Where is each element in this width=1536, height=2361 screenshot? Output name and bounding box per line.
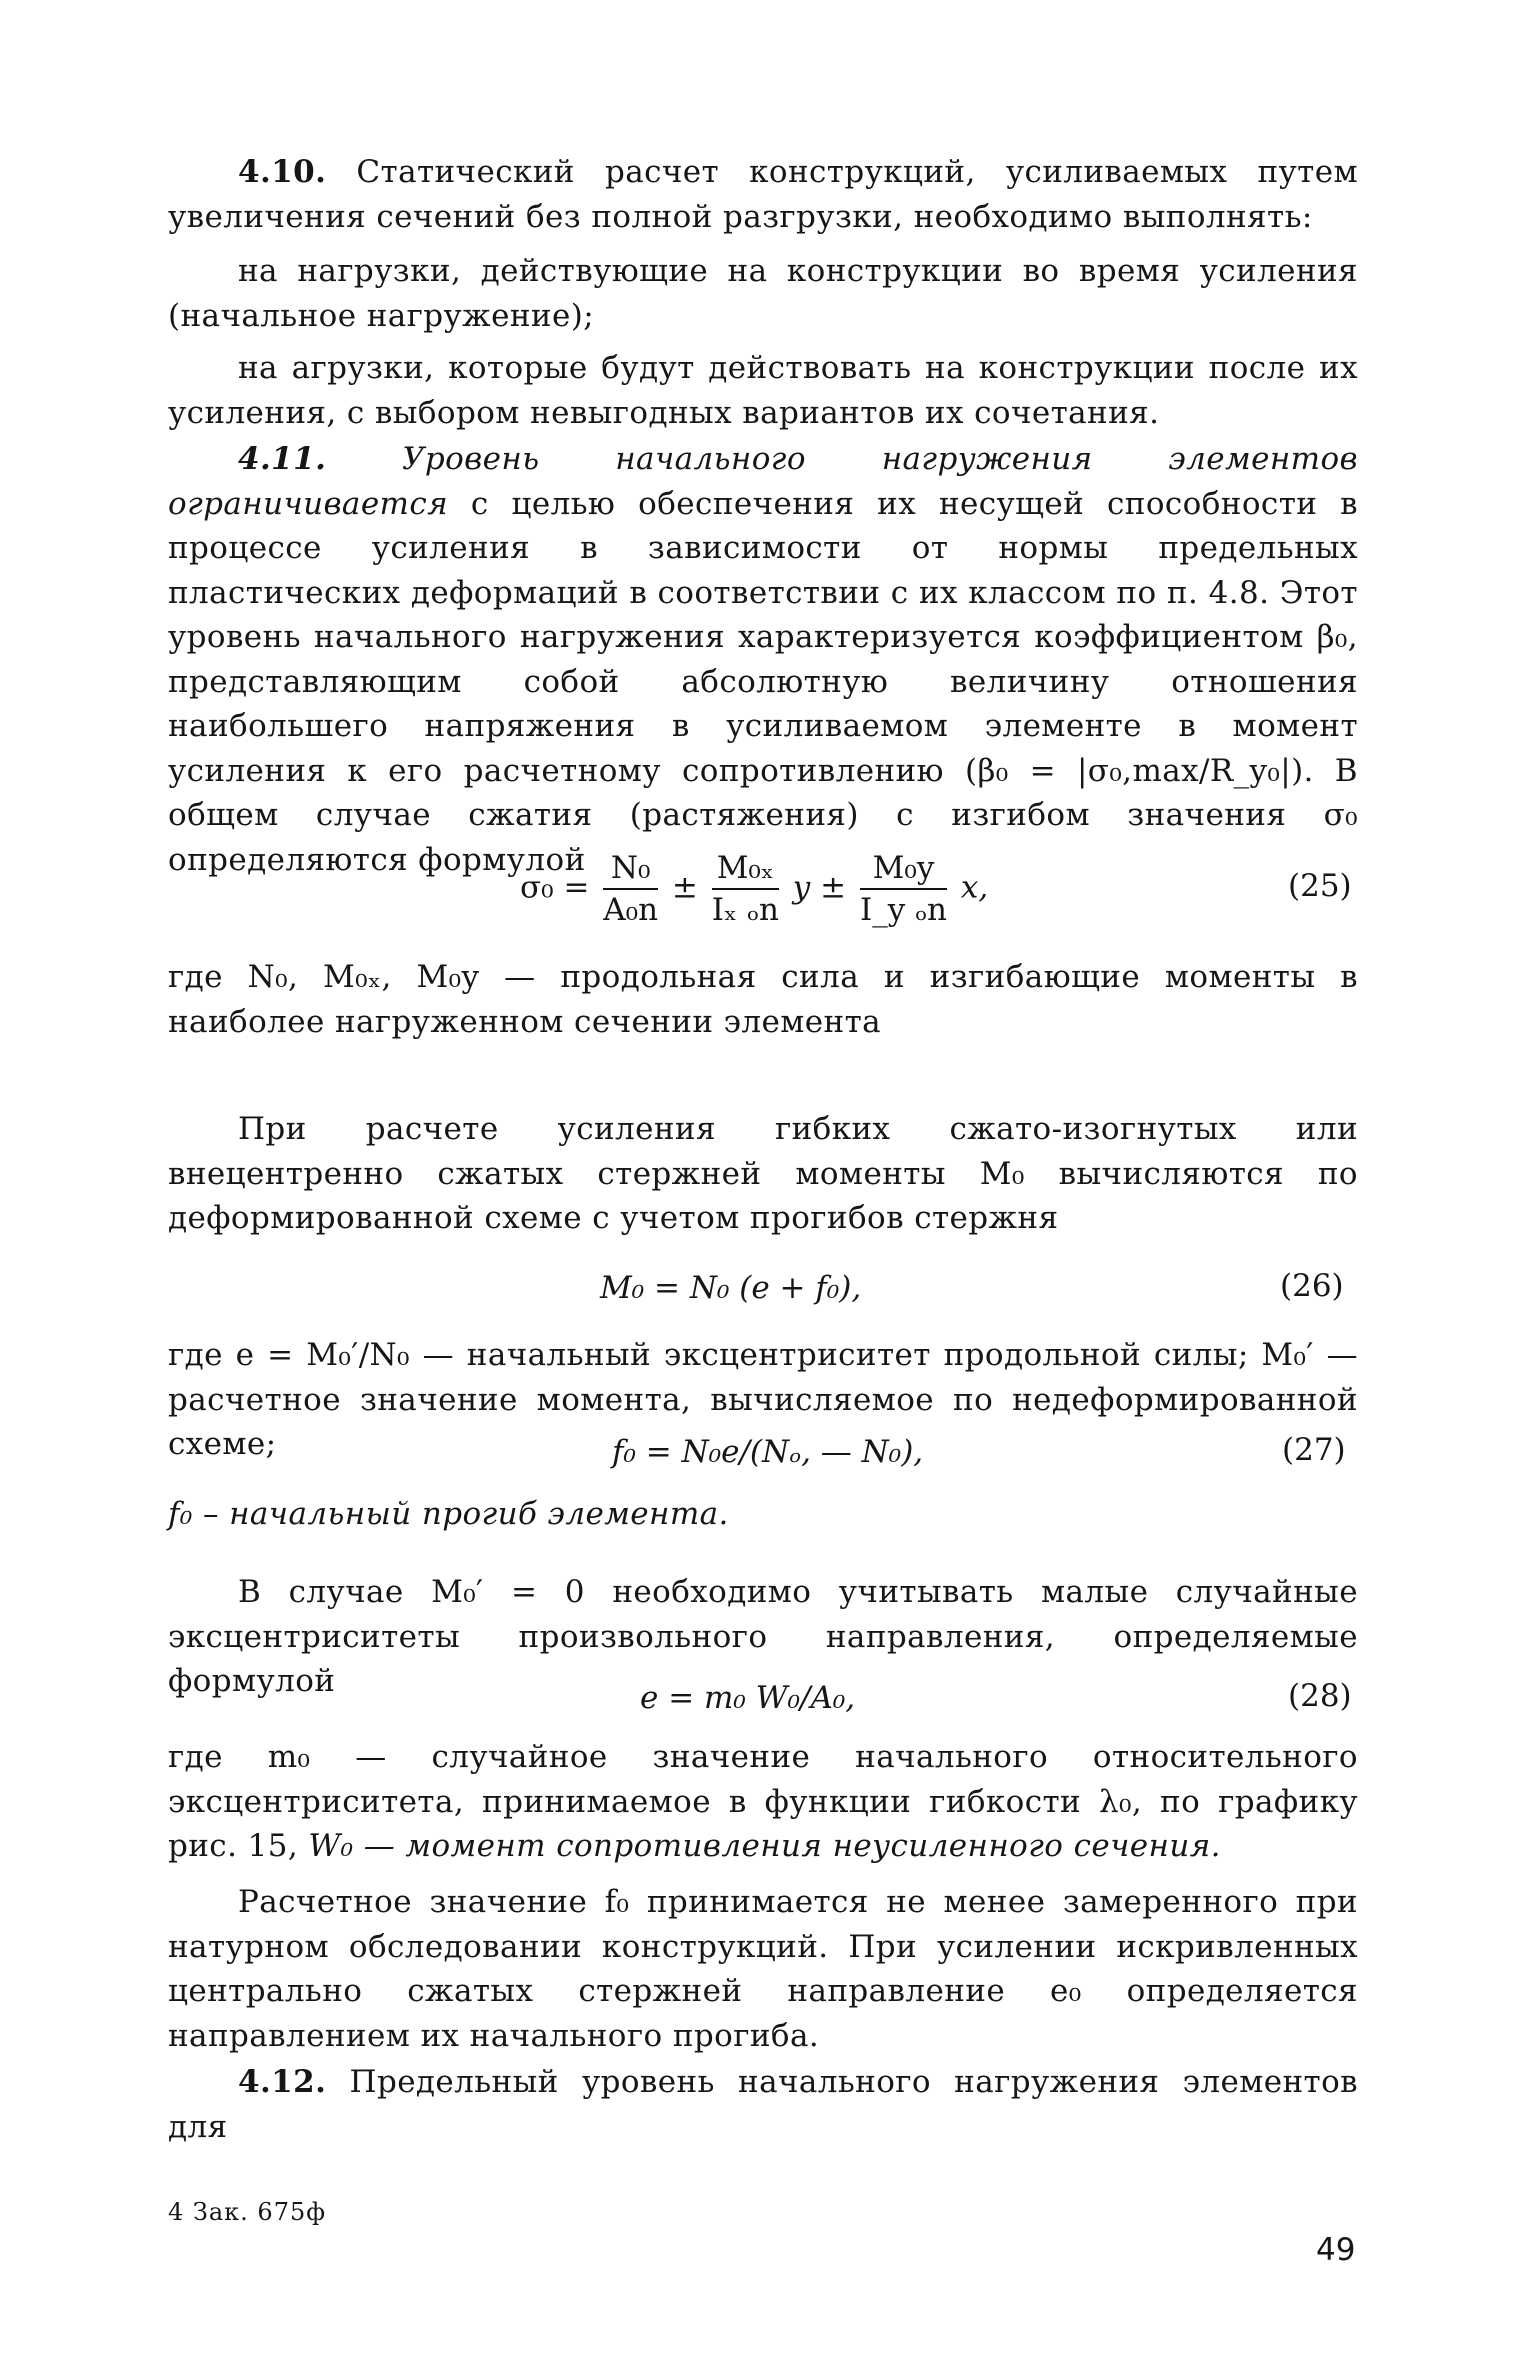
plus-minus-sign: ±	[671, 869, 698, 906]
paragraph-text: с целью обеспечения их несущей способности в процессе усиления в зависимости от нормы предельных пластических деформаций в соответствии с их классом по п. 4.8. Этот уровень начального нагружения характеризуется коэффициентом β₀, представляющим собой абсолютную величину отношения наибольшего напряжения в усиливаемом элементе в момент усиления к его расчетному сопротивлению (β₀ = |σ₀,max/R_y₀|). В общем случае сжатия (растяжения) с изгибом значения σ₀ определяются формулой	[168, 485, 1358, 878]
clause-number: 4.11.	[238, 441, 327, 477]
paragraph-bending: При расчете усиления гибких сжато-изогнутых или внецентренно сжатых стержней моменты M₀ вычисляются по деформированной схеме с учетом прогибов стержня	[168, 1111, 1358, 1236]
text-block-calc	[168, 1880, 1358, 2058]
paragraph-case: В случае M₀′ = 0 необходимо учитывать малые случайные эксцентриситеты произвольного направления, определяемые формулой	[168, 1574, 1358, 1699]
paragraph-calc: Расчетное значение f₀ принимается не менее замеренного при натурном обследовании конструкций. При усилении искривленных центрально сжатых стержней направление e₀ определяется направлением их начального прогиба.	[168, 1884, 1358, 2054]
text-block-where-25	[168, 955, 1358, 1044]
paragraph-4-12	[168, 2060, 1358, 2149]
footer-order-number: 4 Зак. 675ф	[168, 2198, 327, 2226]
fraction-2	[712, 848, 779, 930]
formula-lhs: σ₀ =	[520, 869, 590, 906]
formula-27: f₀ = N₀e/(Nₒ, — N₀),	[612, 1434, 924, 1470]
fraction-numerator: N₀	[603, 848, 658, 890]
where-28-text: где m₀ — случайное значение начального относительного эксцентриситета, принимаемое в функции гибкости λ₀, по графику рис. 15,	[168, 1739, 1358, 1864]
fraction-1	[603, 848, 658, 930]
fraction-denominator: A₀n	[603, 892, 659, 928]
clause-number: 4.12.	[238, 2064, 327, 2100]
where-27: f₀ – начальный прогиб элемента.	[168, 1496, 729, 1532]
text-block-where-27	[168, 1492, 1358, 1537]
variable-y: y	[792, 869, 811, 906]
page-number: 49	[1316, 2232, 1356, 2268]
paragraph-4-11	[168, 437, 1358, 882]
paragraph-4-10	[168, 150, 1358, 239]
paragraph-text: Статический расчет конструкций, усиливаемых путем увеличения сечений без полной разгрузки, необходимо выполнять:	[168, 154, 1358, 235]
paragraph-text: Предельный уровень начального нагружения элементов для	[168, 2064, 1358, 2145]
equation-number-27: (27)	[1282, 1432, 1346, 1468]
formula-28: e = m₀ W₀/A₀,	[640, 1680, 856, 1716]
where-25: где N₀, M₀ₓ, M₀y — продольная сила и изгибающие моменты в наиболее нагруженном сечении элемента	[168, 959, 1358, 1040]
equation-number-25: (25)	[1288, 868, 1352, 904]
formula-26: M₀ = N₀ (e + f₀),	[600, 1270, 862, 1306]
where-28	[168, 1735, 1358, 1869]
text-block-top	[168, 150, 1358, 882]
text-block-4-12	[168, 2060, 1358, 2149]
variable-x: x,	[960, 869, 989, 906]
fraction-numerator: M₀y	[860, 848, 947, 890]
fraction-numerator: M₀ₓ	[712, 848, 779, 890]
where-28-italic: W₀ — момент сопротивления неусиленного сечения.	[308, 1828, 1221, 1864]
paragraph-loads-initial: на нагрузки, действующие на конструкции во время усиления (начальное нагружение);	[168, 253, 1358, 334]
plus-minus-sign: ±	[820, 869, 847, 906]
fraction-3	[860, 848, 947, 930]
formula-25	[520, 848, 988, 930]
text-block-where-28	[168, 1735, 1358, 1869]
fraction-denominator: I_y ₒn	[860, 892, 948, 928]
clause-number: 4.10.	[238, 154, 327, 190]
paragraph-italic-lead: Уровень начального нагружения элементов ограничивается	[168, 441, 1358, 522]
text-block-bending	[168, 1107, 1358, 1241]
equation-number-28: (28)	[1288, 1678, 1352, 1714]
equation-number-26: (26)	[1280, 1268, 1344, 1304]
fraction-denominator: Iₓ ₒn	[711, 892, 779, 928]
paragraph-loads-after: на агрузки, которые будут действовать на конструкции после их усиления, с выбором невыгодных вариантов их сочетания.	[168, 350, 1358, 431]
where-26: где e = M₀′/N₀ — начальный эксцентриситет продольной силы; M₀′ — расчетное значение момента, вычисляемое по недеформированной схеме;	[168, 1337, 1358, 1462]
